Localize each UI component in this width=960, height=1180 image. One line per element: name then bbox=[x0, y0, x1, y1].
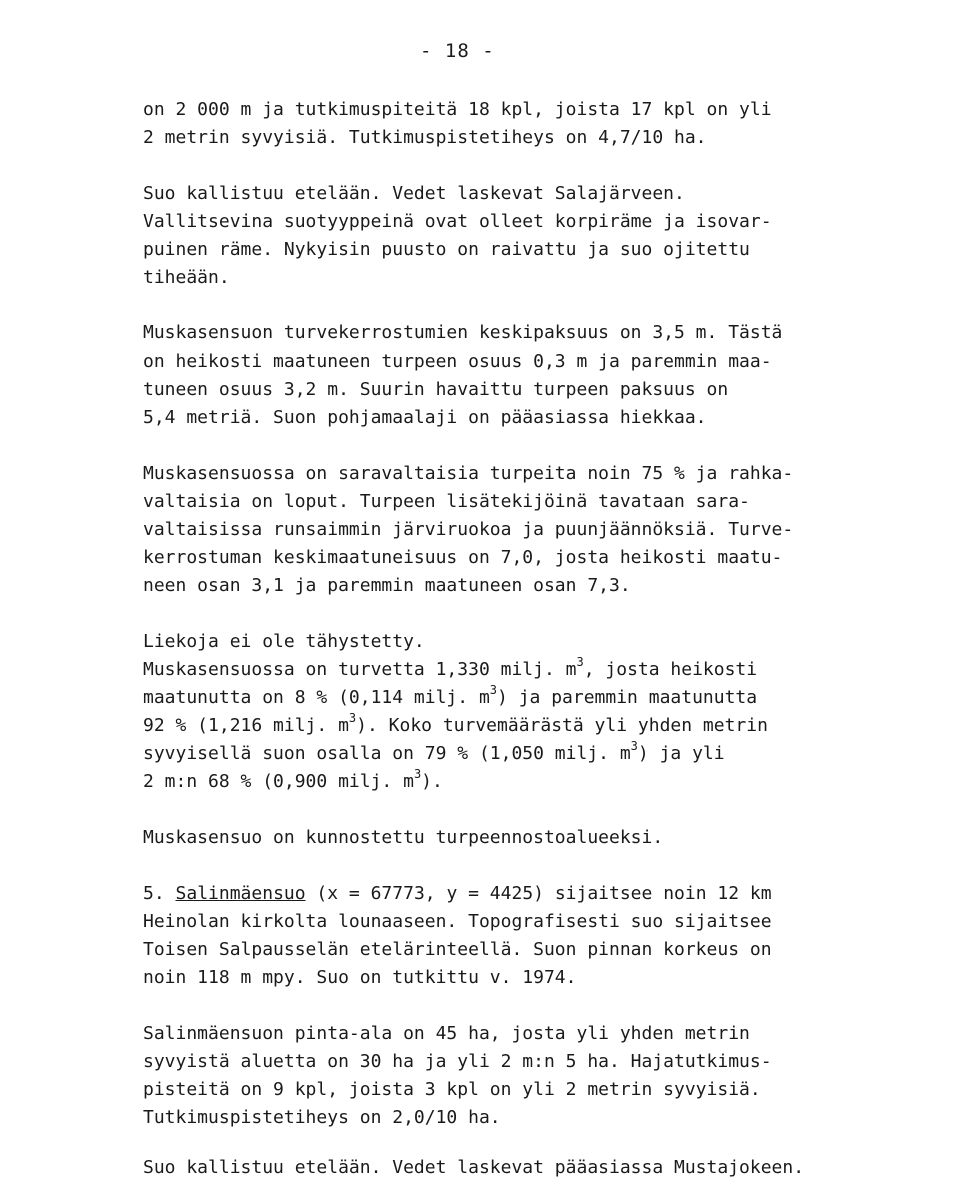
text-line: 2 metrin syvyisiä. Tutkimuspistetiheys on 4,7/10 ha. bbox=[143, 127, 707, 148]
text-line bbox=[143, 655, 758, 682]
text-line bbox=[143, 739, 725, 766]
text-line: Suo kallistuu etelään. Vedet laskevat pääasiassa Mustajokeen. bbox=[143, 1157, 805, 1178]
superscript: 3 bbox=[630, 739, 638, 753]
text-line: 5,4 metriä. Suon pohjamaalaji on pääasiassa hiekkaa. bbox=[143, 407, 707, 428]
text-line: Toisen Salpausselän etelärinteellä. Suon pinnan korkeus on bbox=[143, 939, 772, 960]
text-line: syvyistä aluetta on 30 ha ja yli 2 m:n 5 ha. Hajatutkimus- bbox=[143, 1051, 772, 1072]
text-line: on heikosti maatuneen turpeen osuus 0,3 m ja paremmin maa- bbox=[143, 351, 772, 372]
text-line: Muskasensuossa on saravaltaisia turpeita noin 75 % ja rahka- bbox=[143, 463, 794, 484]
text-line: tiheään. bbox=[143, 267, 230, 288]
text-segment: syvyisellä suon osalla on 79 % (1,050 milj. m bbox=[143, 743, 631, 764]
text-line: Salinmäensuon pinta-ala on 45 ha, josta yli yhden metrin bbox=[143, 1023, 750, 1044]
text-line bbox=[143, 683, 758, 710]
superscript: 3 bbox=[489, 683, 498, 697]
text-segment: 2 m:n 68 % (0,900 milj. m bbox=[143, 771, 414, 792]
text-line: Muskasensuon turvekerrostumien keskipaksuus on 3,5 m. Tästä bbox=[143, 322, 783, 343]
section-number: 5. bbox=[143, 883, 165, 904]
text-line: kerrostuman keskimaatuneisuus on 7,0, josta heikosti maatu- bbox=[143, 547, 783, 568]
page-number: - 18 - bbox=[420, 40, 495, 62]
text-line: Suo kallistuu etelään. Vedet laskevat Salajärveen. bbox=[143, 183, 685, 204]
text-line bbox=[143, 711, 768, 738]
text-line: neen osan 3,1 ja paremmin maatuneen osan 7,3. bbox=[143, 575, 631, 596]
text-segment: ) ja paremmin maatunutta bbox=[497, 687, 758, 708]
text-segment: (x = 67773, y = 4425) sijaitsee noin 12 km bbox=[305, 883, 772, 904]
text-line: puinen räme. Nykyisin puusto on raivattu ja suo ojitettu bbox=[143, 239, 750, 260]
section-heading-line bbox=[143, 882, 772, 906]
text-segment: ) ja yli bbox=[637, 743, 725, 764]
text-line bbox=[143, 767, 443, 794]
text-line: valtaisissa runsaimmin järviruokoa ja puunjäännöksiä. Turve- bbox=[143, 519, 794, 540]
text-line: tuneen osuus 3,2 m. Suurin havaittu turpeen paksuus on bbox=[143, 379, 729, 400]
text-line: valtaisia on loput. Turpeen lisätekijöinä tavataan sara- bbox=[143, 491, 750, 512]
text-segment: 92 % (1,216 milj. m bbox=[143, 715, 349, 736]
text-line: Muskasensuo on kunnostettu turpeennostoalueeksi. bbox=[143, 827, 664, 848]
text-line: Tutkimuspistetiheys on 2,0/10 ha. bbox=[143, 1107, 501, 1128]
superscript: 3 bbox=[413, 767, 422, 781]
text-segment: maatunutta on 8 % (0,114 milj. m bbox=[143, 687, 490, 708]
text-segment: ). Koko turvemäärästä yli yhden metrin bbox=[356, 715, 768, 736]
text-line: Vallitsevina suotyyppeinä ovat olleet korpiräme ja isovar- bbox=[143, 211, 772, 232]
text-line: Heinolan kirkolta lounaaseen. Topografisesti suo sijaitsee bbox=[143, 911, 772, 932]
text-line: Liekoja ei ole tähystetty. bbox=[143, 631, 425, 652]
section-title: Salinmäensuo bbox=[175, 883, 306, 904]
superscript: 3 bbox=[576, 655, 584, 669]
text-line: pisteitä on 9 kpl, joista 3 kpl on yli 2 metrin syvyisiä. bbox=[143, 1079, 761, 1100]
text-segment: , josta heikosti bbox=[583, 659, 758, 680]
superscript: 3 bbox=[348, 711, 357, 725]
text-segment: ). bbox=[421, 771, 443, 792]
text-segment: Muskasensuossa on turvetta 1,330 milj. m bbox=[143, 659, 577, 680]
text-line: noin 118 m mpy. Suo on tutkittu v. 1974. bbox=[143, 967, 577, 988]
text-line: on 2 000 m ja tutkimuspiteitä 18 kpl, joista 17 kpl on yli bbox=[143, 99, 772, 120]
